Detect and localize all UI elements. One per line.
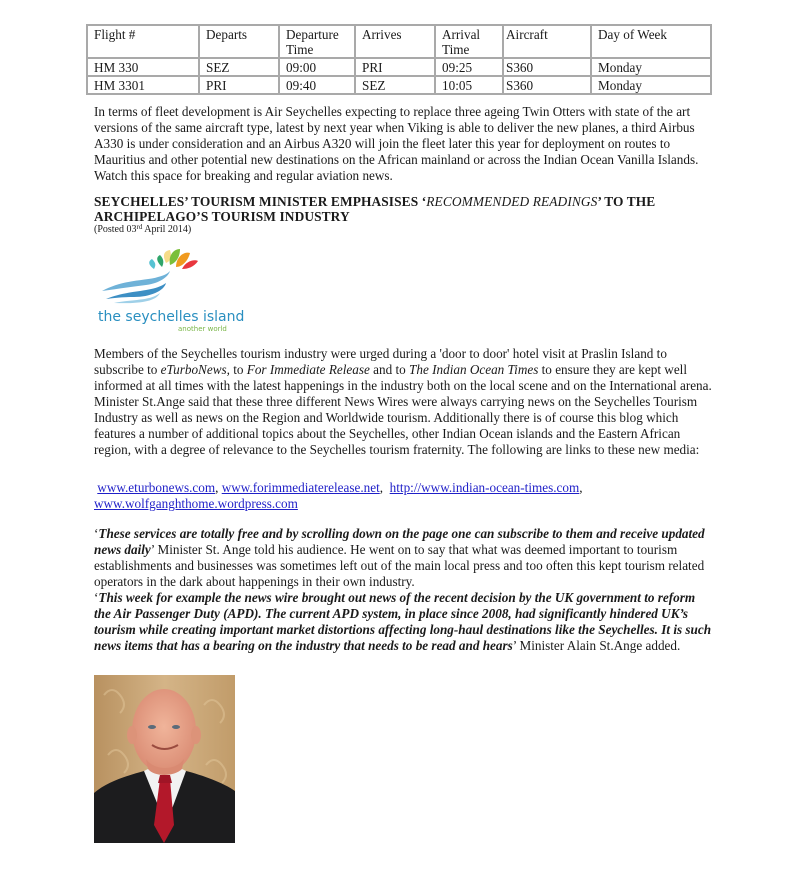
table-row <box>87 76 711 94</box>
header-label: Time <box>442 42 470 57</box>
header-label: Arrival <box>442 27 481 42</box>
cell-arrival-time: 10:05 <box>435 76 503 94</box>
title-italic-text: RECOMMENDED READINGS <box>426 194 598 209</box>
links-list: www.eturbonews.com, www.forimmediaterelease.net, http://www.indian-ocean-times.com, www.wolfganghthome.wordpress.com <box>94 480 583 511</box>
header-label: Aircraft <box>506 27 548 42</box>
posted-text: (Posted 03 <box>94 224 137 235</box>
posted-text: April 2014) <box>142 224 192 235</box>
portrait-image-icon <box>94 675 235 843</box>
publication-name: The Indian Ocean Times <box>409 362 539 377</box>
fleet-paragraph-text: In terms of fleet development is Air Seychelles expecting to replace three ageing Twin Otters with state of the art versions of the same aircraft type, latest by next year when Viking is able to deliver the new planes, a third Airbus A330 is under consideration and an Airbus A320 will join the fleet later this year for deployment on routes to Mauritius and other potential new destinations on the African mainland or across the Indian Ocean Vanilla Islands. Watch this space for breaking and regular aviation news. <box>94 104 699 183</box>
quote-apd-reform <box>94 590 714 654</box>
minister-portrait-photo <box>94 675 235 843</box>
fleet-paragraph <box>94 104 714 184</box>
text-run: Members of the Seychelles tourism industry were urged during a 'door to door' hotel visit at Praslin Island to subscribe to <box>94 346 667 377</box>
cell-flight: HM 330 <box>87 58 199 76</box>
header-label: Departure <box>286 27 339 42</box>
header-arrives <box>355 25 435 58</box>
seychelles-islands-logo <box>94 247 244 335</box>
text-run: to ensure they are kept well informed at all times with the latest happenings in the industry both on the local scene and on the International arena. <box>94 362 712 393</box>
flight-schedule-table <box>86 24 712 95</box>
svg-text:another world: another world <box>178 325 227 333</box>
paragraph-industry-urged <box>94 346 714 458</box>
quote-mark: ‘ <box>94 526 99 541</box>
posted-ordinal: rd <box>136 223 143 231</box>
text-run: ’ Minister St. Ange told his audience. He went on to say that what was deemed important to tourism establishments and businesses was sometimes left out of the main local press and too often this kept tourism related operators in the dark about happenings in their own industry. <box>94 542 705 589</box>
header-flight <box>87 25 199 58</box>
quote-paragraphs <box>94 526 714 654</box>
link-wolfganghthome[interactable]: www.wolfganghthome.wordpress.com <box>94 496 298 511</box>
cell-arrives: SEZ <box>355 76 435 94</box>
quote-mark: ‘ <box>94 590 99 605</box>
posted-date <box>94 224 694 236</box>
seychelles-logo-icon <box>94 247 244 335</box>
header-label: Flight # <box>94 27 136 42</box>
publication-name: For Immediate Release <box>246 362 370 377</box>
header-day-of-week <box>591 25 711 58</box>
cell-aircraft: S360 <box>503 58 591 76</box>
paragraph-text <box>94 346 714 394</box>
header-label: Arrives <box>362 27 402 42</box>
header-label: Time <box>286 42 314 57</box>
cell-aircraft: S360 <box>503 76 591 94</box>
cell-flight: HM 3301 <box>87 76 199 94</box>
header-label: Day of Week <box>598 27 668 42</box>
link-eturbonews[interactable]: www.eturbonews.com <box>97 480 216 495</box>
header-departure-time <box>279 25 355 58</box>
link-indian-ocean-times[interactable]: http://www.indian-ocean-times.com <box>389 480 580 495</box>
paragraph-news-wires: Minister St.Ange said that these three different News Wires were always carrying news on the Seychelles Tourism Industry as well as news on the Region and Worldwide tourism. Additionally there is of course this blog which features a number of additional topics about the Seychelles, other Indian Ocean islands and the Eastern African region, with a degree of relevance to the Seychelles tourism fraternity. The following are links to these new media: <box>94 394 700 457</box>
text-run: ’ Minister Alain St.Ange added. <box>512 638 681 653</box>
cell-day-of-week: Monday <box>591 58 711 76</box>
quote-text: This week for example the news wire brought out news of the recent decision by the UK government to reform the Air Passenger Duty (APD). The current APD system, in place since 2008, had significantly hindered UK’s tourism while creating important market distortions affecting long-haul destinations like the Seychelles. It is such news items that has a bearing on the industry that needs to be read and hears <box>94 590 712 653</box>
header-label: Departs <box>206 27 248 42</box>
text-run: to <box>229 362 247 377</box>
title-text: SEYCHELLES’ TOURISM MINISTER EMPHASISES ‘ <box>94 194 427 209</box>
publication-name: eTurboNews, <box>160 362 230 377</box>
cell-departure-time: 09:40 <box>279 76 355 94</box>
cell-arrives: PRI <box>355 58 435 76</box>
cell-departure-time: 09:00 <box>279 58 355 76</box>
cell-day-of-week: Monday <box>591 76 711 94</box>
text-run: and to <box>369 362 410 377</box>
link-forimmediaterelease[interactable]: www.forimmediaterelease.net <box>221 480 380 495</box>
table-row <box>87 58 711 76</box>
cell-arrival-time: 09:25 <box>435 58 503 76</box>
quote-text: These services are totally free and by scrolling down on the page one can subscribe to them and receive updated news daily <box>94 526 705 557</box>
cell-departs: SEZ <box>199 58 279 76</box>
svg-text:the seychelles islands: the seychelles islands <box>98 309 244 325</box>
table-header-row <box>87 25 711 58</box>
quote-services-free <box>94 526 714 590</box>
cell-departs: PRI <box>199 76 279 94</box>
article-title <box>94 194 694 224</box>
header-departs <box>199 25 279 58</box>
title-text: ’ TO THE ARCHIPELAGO’S TOURISM INDUSTRY <box>94 194 656 224</box>
article-heading <box>94 194 694 236</box>
header-aircraft <box>503 25 591 58</box>
header-arrival-time <box>435 25 503 58</box>
